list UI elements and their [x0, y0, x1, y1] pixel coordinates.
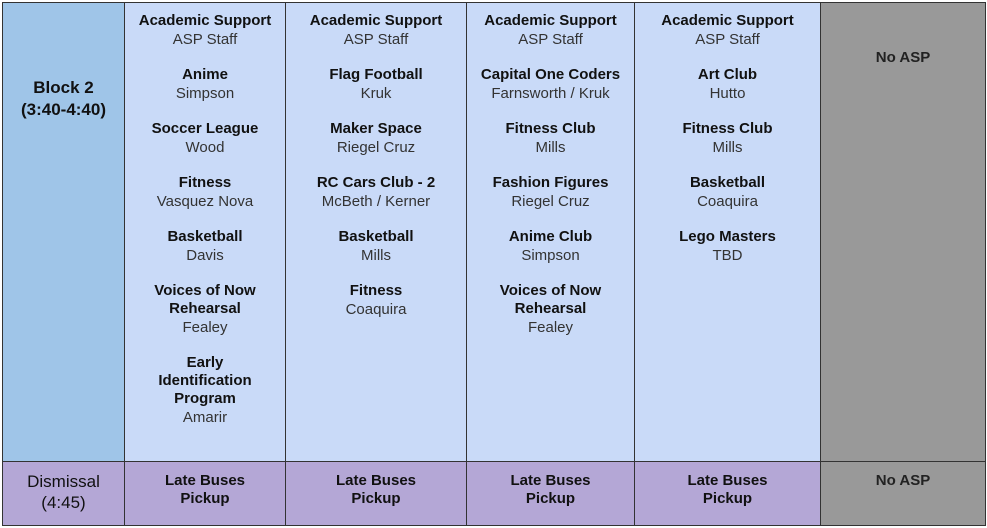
activity-name: Anime Club	[508, 228, 593, 245]
activity-staff: ASP Staff	[343, 31, 409, 48]
day-column-1	[124, 2, 286, 462]
activity-name: Capital One Coders	[480, 66, 621, 83]
activity-staff: Kruk	[360, 85, 392, 102]
day-column-2	[285, 2, 467, 462]
day-column-4	[634, 2, 821, 462]
activity-staff: Amarir	[182, 409, 228, 426]
no-asp-label: No ASP	[875, 49, 931, 66]
activity-staff: McBeth / Kerner	[321, 193, 431, 210]
activity-staff: TBD	[712, 247, 743, 264]
activity-name: Art Club	[697, 66, 758, 83]
no-asp-label: No ASP	[875, 472, 931, 489]
dismissal-cell-3	[466, 461, 635, 526]
activity-staff: Mills	[361, 247, 391, 264]
activity-entry	[635, 228, 820, 265]
activity-name: RC Cars Club - 2	[316, 174, 436, 191]
activity-entry	[286, 66, 466, 103]
activity-staff: Vasquez Nova	[156, 193, 254, 210]
late-buses-label: Late Buses Pickup	[687, 472, 768, 507]
activity-staff: Mills	[712, 139, 743, 156]
day-column-3	[466, 2, 635, 462]
activity-name: Academic Support	[484, 12, 617, 29]
activity-name: Fitness	[178, 174, 232, 191]
activity-entry	[467, 282, 634, 337]
block-label: Block 2	[33, 78, 94, 97]
activity-staff: Fealey	[182, 319, 228, 336]
activity-name: Basketball	[167, 228, 243, 245]
activity-entry	[467, 12, 634, 49]
activity-staff: Coaquira	[697, 193, 758, 210]
activity-entry	[125, 12, 285, 49]
activity-staff: ASP Staff	[518, 31, 583, 48]
late-buses-label: Late Buses Pickup	[164, 472, 246, 507]
activity-staff: ASP Staff	[695, 31, 760, 48]
dismissal-cell-1	[124, 461, 286, 526]
activity-name: Academic Support	[309, 12, 443, 29]
activity-staff: Wood	[185, 139, 225, 156]
activity-entry	[286, 174, 466, 211]
activity-staff: Farnsworth / Kruk	[491, 85, 610, 102]
activity-entry	[635, 66, 820, 103]
schedule-table	[3, 3, 986, 526]
activity-entry	[635, 120, 820, 157]
activity-entry	[125, 66, 285, 103]
activity-entry	[467, 228, 634, 265]
activity-staff: Davis	[186, 247, 224, 264]
activity-staff: ASP Staff	[172, 31, 238, 48]
block-header	[2, 2, 125, 462]
activity-name: Soccer League	[151, 120, 259, 137]
activity-entry	[125, 282, 285, 337]
activity-name: Maker Space	[330, 120, 422, 137]
activity-entry	[125, 174, 285, 211]
activity-staff: Riegel Cruz	[511, 193, 590, 210]
activity-name: Fashion Figures	[492, 174, 609, 191]
activity-entry	[125, 228, 285, 265]
activity-name: Flag Football	[329, 66, 423, 83]
activity-entry	[286, 120, 466, 157]
activity-name: Fitness Club	[505, 120, 596, 137]
activity-name: Anime	[182, 66, 228, 83]
activity-name: Voices of Now Rehearsal	[154, 282, 256, 317]
activity-staff: Fealey	[527, 319, 574, 336]
activity-staff: Simpson	[175, 85, 235, 102]
activity-entry	[286, 282, 466, 319]
dismissal-cell-2	[285, 461, 467, 526]
activity-staff: Simpson	[521, 247, 580, 264]
dismissal-time: (4:45)	[41, 493, 86, 512]
dismissal-cell-4	[634, 461, 821, 526]
activity-name: Basketball	[689, 174, 766, 191]
no-asp-block-cell	[820, 2, 986, 462]
activity-entry	[635, 174, 820, 211]
activity-name: Academic Support	[661, 12, 794, 29]
activity-name: Fitness Club	[682, 120, 773, 137]
activity-entry	[286, 12, 466, 49]
late-buses-label: Late Buses Pickup	[335, 472, 417, 507]
no-asp-dismissal-cell	[820, 461, 986, 526]
dismissal-header	[2, 461, 125, 526]
activity-entry	[125, 120, 285, 157]
activity-name: Academic Support	[138, 12, 272, 29]
activity-name: Early Identification Program	[158, 354, 252, 407]
activity-entry	[467, 174, 634, 211]
activity-name: Fitness	[349, 282, 403, 299]
activity-staff: Mills	[535, 139, 566, 156]
activity-name: Basketball	[338, 228, 414, 245]
activity-entry	[286, 228, 466, 265]
block-time: (3:40-4:40)	[20, 100, 107, 119]
activity-staff: Coaquira	[345, 301, 407, 318]
activity-name: Voices of Now Rehearsal	[499, 282, 602, 317]
activity-entry	[467, 120, 634, 157]
activity-entry	[635, 12, 820, 49]
activity-entry	[467, 66, 634, 103]
activity-entry	[125, 354, 285, 427]
activity-staff: Riegel Cruz	[336, 139, 416, 156]
activity-staff: Hutto	[709, 85, 746, 102]
dismissal-label: Dismissal	[27, 472, 100, 491]
activity-name: Lego Masters	[679, 228, 776, 245]
late-buses-label: Late Buses Pickup	[510, 472, 591, 507]
